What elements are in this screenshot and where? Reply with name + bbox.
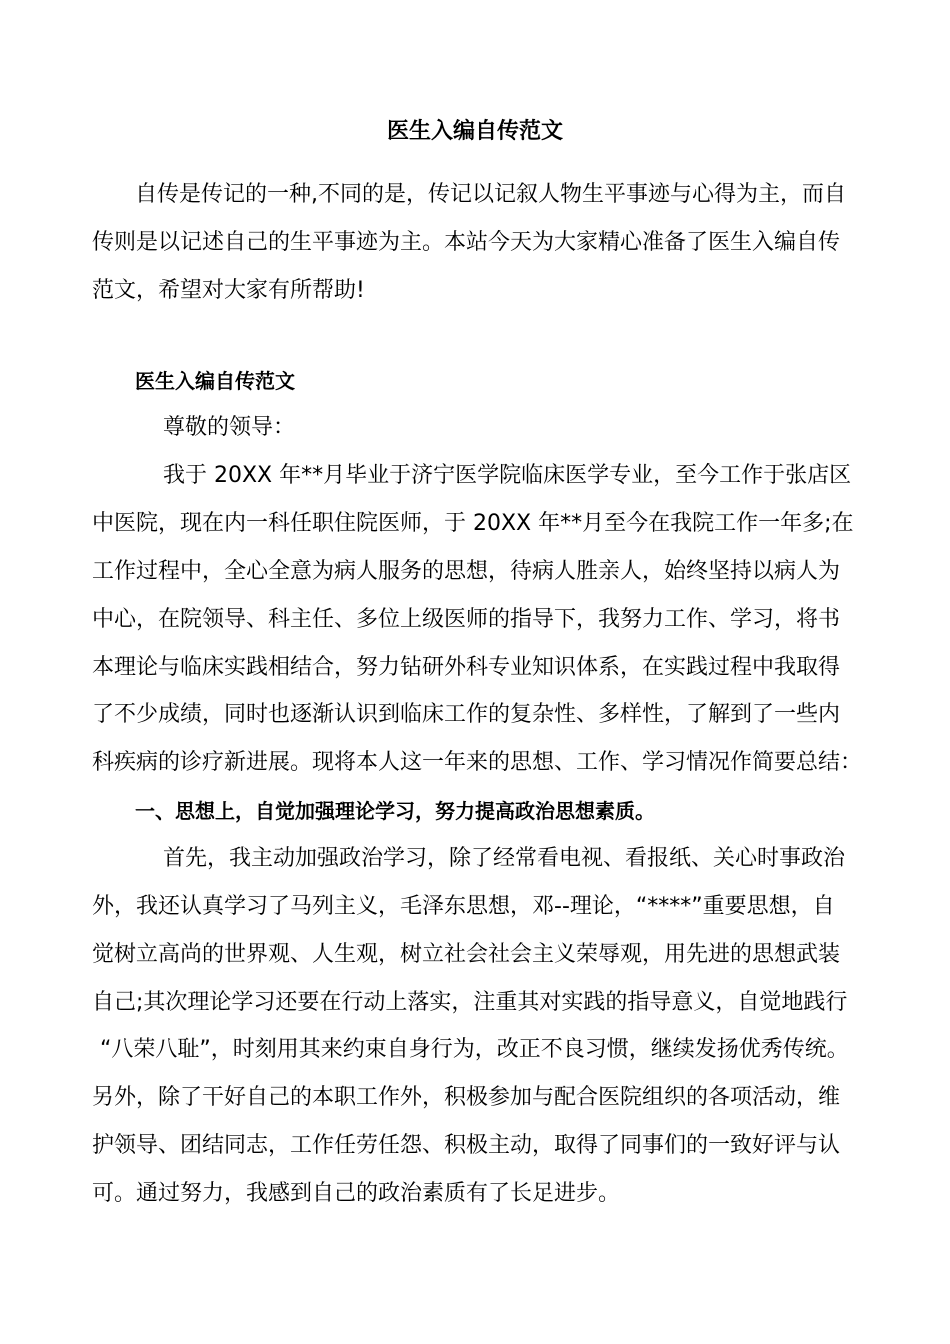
intro-line-2: 传则是以记述自己的生平事迹为主。本站今天为大家精心准备了医生入编自传 [92, 230, 841, 255]
para1-line-7: 科疾病的诊疗新进展。现将本人这一年来的思想、工作、学习情况作简要总结： [92, 750, 863, 775]
para1-line-1: 我于 20XX 年**月毕业于济宁医学院临床医学专业，至今工作于张店区 [163, 463, 852, 488]
intro-line-3: 范文，希望对大家有所帮助! [92, 278, 365, 303]
para2-line-1: 首先，我主动加强政治学习，除了经常看电视、看报纸、关心时事政治 [163, 846, 846, 871]
para2-line-7: 护领导、团结同志，工作任劳任怨、积极主动，取得了同事们的一致好评与认 [92, 1133, 841, 1158]
heading-1: 一、思想上，自觉加强理论学习，努力提高政治思想素质。 [135, 799, 655, 823]
document-title: 医生入编自传范文 [386, 119, 563, 144]
intro-line-1: 自传是传记的一种,不同的是，传记以记叙人物生平事迹与心得为主，而自 [135, 182, 846, 207]
para2-line-2: 外，我还认真学习了马列主义，毛泽东思想，邓--理论，“****”重要思想，自 [92, 894, 835, 919]
para2-line-6: 另外，除了干好自己的本职工作外，积极参加与配合医院组织的各项活动，维 [92, 1085, 841, 1110]
para1-line-5: 本理论与临床实践相结合，努力钻研外科专业知识体系，在实践过程中我取得 [92, 655, 841, 680]
salutation: 尊敬的领导： [163, 415, 296, 440]
para1-line-6: 了不少成绩，同时也逐渐认识到临床工作的复杂性、多样性，了解到了一些内 [92, 702, 841, 727]
para2-line-4: 自己;其次理论学习还要在行动上落实，注重其对实践的指导意义，自觉地践行 [92, 990, 848, 1015]
para2-line-8: 可。通过努力，我感到自己的政治素质有了长足进步。 [92, 1181, 621, 1206]
para1-line-3: 工作过程中，全心全意为病人服务的思想，待病人胜亲人，始终坚持以病人为 [92, 559, 841, 584]
para1-line-4: 中心，在院领导、科主任、多位上级医师的指导下，我努力工作、学习，将书 [92, 607, 841, 632]
para2-line-3: 觉树立高尚的世界观、人生观，树立社会社会主义荣辱观，用先进的思想武装 [92, 942, 841, 967]
para2-line-5: “八荣八耻”，时刻用其来约束自身行为，改正不良习惯，继续发扬优秀传统。 [100, 1037, 849, 1062]
section-title: 医生入编自传范文 [135, 369, 295, 393]
para1-line-2: 中医院，现在内一科任职住院医师，于 20XX 年**月至今在我院工作一年多;在 [92, 511, 854, 536]
